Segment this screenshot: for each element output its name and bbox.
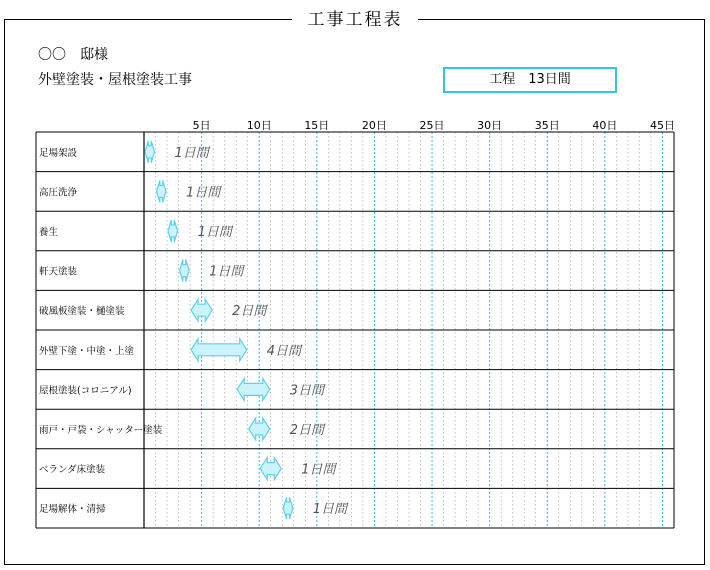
x-tick-label: 30日	[477, 119, 503, 132]
task-name-label: 足場架設	[39, 147, 78, 159]
task-duration-label: 1日間	[301, 462, 336, 478]
period-box: 工程 13日間	[443, 67, 617, 93]
x-tick-label: 10日	[246, 119, 272, 132]
x-tick-label: 5日	[192, 119, 211, 132]
task-duration-label: 3日間	[289, 383, 325, 399]
document-title: 工事工程表	[292, 9, 418, 31]
x-tick-label: 20日	[361, 119, 387, 132]
task-bar-arrow	[145, 141, 155, 163]
task-name-label: 高圧洗浄	[39, 187, 78, 199]
x-tick-label: 40日	[592, 119, 618, 132]
x-tick-label: 45日	[649, 119, 675, 132]
project-name: 外壁塗装・屋根塗装工事	[38, 72, 192, 88]
task-duration-label: 1日間	[312, 502, 348, 518]
task-bar-arrow	[180, 260, 190, 282]
task-name-label: 屋根塗装(コロニアル)	[39, 385, 132, 397]
client-name: 〇〇 邸様	[38, 47, 108, 63]
task-duration-label: 1日間	[197, 225, 232, 240]
task-duration-label: 2日間	[289, 423, 325, 438]
task-bar-arrow	[237, 378, 270, 400]
task-name-label: 足場解体・清掃	[39, 504, 106, 516]
task-bar-arrow	[168, 220, 178, 242]
task-duration-label: 1日間	[209, 264, 244, 280]
task-duration-label: 4日間	[266, 343, 301, 359]
task-name-label: 雨戸・戸袋・シャッター塗装	[39, 425, 163, 436]
task-name-label: 破風板塗装・樋塗装	[39, 306, 125, 318]
task-bar-arrow	[283, 497, 293, 519]
task-name-label: ベランダ床塗装	[39, 464, 106, 476]
task-duration-label: 2日間	[232, 304, 267, 320]
x-tick-label: 15日	[304, 119, 330, 132]
task-duration-label: 1日間	[186, 185, 221, 201]
x-tick-label: 25日	[419, 119, 445, 132]
task-name-label: 養生	[39, 227, 59, 238]
task-bar-arrow	[191, 339, 247, 361]
task-duration-label: 1日間	[174, 145, 209, 161]
task-name-label: 軒天塗装	[39, 266, 78, 278]
task-bar-arrow	[157, 180, 167, 202]
task-name-label: 外壁下塗・中塗・上塗	[39, 345, 135, 357]
x-tick-label: 35日	[534, 119, 560, 132]
